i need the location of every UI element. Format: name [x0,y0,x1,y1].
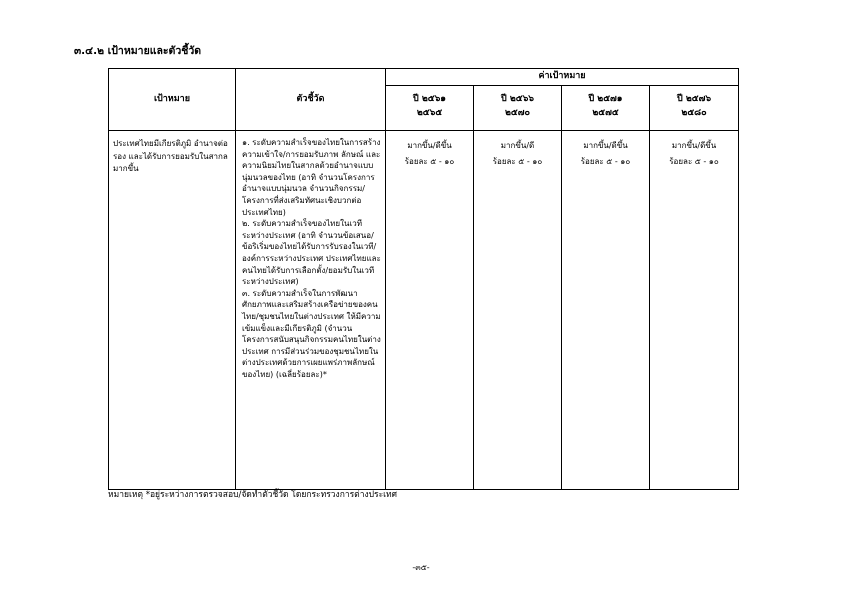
table-header-row [109,69,739,86]
target-direction: มากขึ้น/ดีขึ้น [671,141,717,150]
target-cell-3 [562,131,650,490]
target-direction: มากขึ้น/ดีขึ้น [583,141,628,150]
target-range: ร้อยละ ๕ - ๑๐ [404,157,455,166]
year-range: ๒๕๘๐ [681,108,707,118]
header-indicator: ตัวชี้วัด [236,69,386,131]
target-cell-1 [386,131,474,490]
table-row [109,131,739,490]
header-target: ค่าเป้าหมาย [386,69,739,86]
year-range: ๒๕๖๕ [416,108,443,118]
target-cell-2 [474,131,562,490]
year-label: ปี ๒๕๖๑ [412,94,447,104]
header-year-4 [650,86,739,131]
indicator-cell: ๑. ระดับความสำเร็จของไทยในการสร้างความเข้าใจ/การยอมรับภาพ ลักษณ์ และความนิยมไทยในสากลด้วยอำนาจแบบนุ่มนวลของไทย (อาทิ จำนวนโครงการอำนาจแบบนุ่มนวล จำนวนกิจกรรม/โครงการที่ส่งเสริมทัศนะเชิงบวกต่อประเทศไทย) ๒. ระดับความสำเร็จของไทยในเวทีระหว่างประเทศ (อาทิ จำนวนข้อเสนอ/ข้อริเริ่มของไทยได้รับการรับรองในเวที/องค์การระหว่างประเทศ ประเทศไทยและคนไทยได้รับการเลือกตั้ง/ยอมรับในเวทีระหว่างประเทศ) ๓. ระดับความสำเร็จในการพัฒนาศักยภาพและเสริมสร้างเครือข่ายของคนไทย/ชุมชนไทยในต่างประเทศ ให้มีความเข้มแข็งและมีเกียรติภูมิ (จำนวนโครงการสนับสนุนกิจกรรมคนไทยในต่างประเทศ การมีส่วนร่วมของชุมชนไทยในต่างประเทศด้วยการเผยแพร่ภาพลักษณ์ของไทย) (เฉลี่ยร้อยละ)* [236,131,386,490]
goal-cell: ประเทศไทยมีเกียรติภูมิ อำนาจต่อรอง และได้รับการยอมรับในสากลมากขึ้น [109,131,236,490]
header-year-3 [562,86,650,131]
goals-indicators-table [108,68,739,490]
header-year-1 [386,86,474,131]
target-range: ร้อยละ ๕ - ๑๐ [669,157,719,166]
year-label: ปี ๒๕๖๖ [500,94,535,104]
year-label: ปี ๒๕๗๑ [588,94,623,104]
section-heading: ๓.๔.๒ เป้าหมายและตัวชี้วัด [74,45,202,57]
target-direction: มากขึ้น/ดี [500,141,535,150]
year-range: ๒๕๗๐ [504,108,530,118]
target-direction: มากขึ้น/ดีขึ้น [407,141,452,150]
footnote: หมายเหตุ *อยู่ระหว่างการตรวจสอบ/จัดทำตัวชี้วัด โดยกระทรวงการต่างประเทศ [108,490,398,500]
target-cell-4 [650,131,739,490]
header-year-2 [474,86,562,131]
target-range: ร้อยละ ๕ - ๑๐ [580,157,631,166]
target-range: ร้อยละ ๕ - ๑๐ [492,157,543,166]
page-number: -๓๕- [412,563,430,572]
year-range: ๒๕๗๕ [592,108,619,118]
header-goal: เป้าหมาย [109,69,236,131]
year-label: ปี ๒๕๗๖ [676,94,712,104]
